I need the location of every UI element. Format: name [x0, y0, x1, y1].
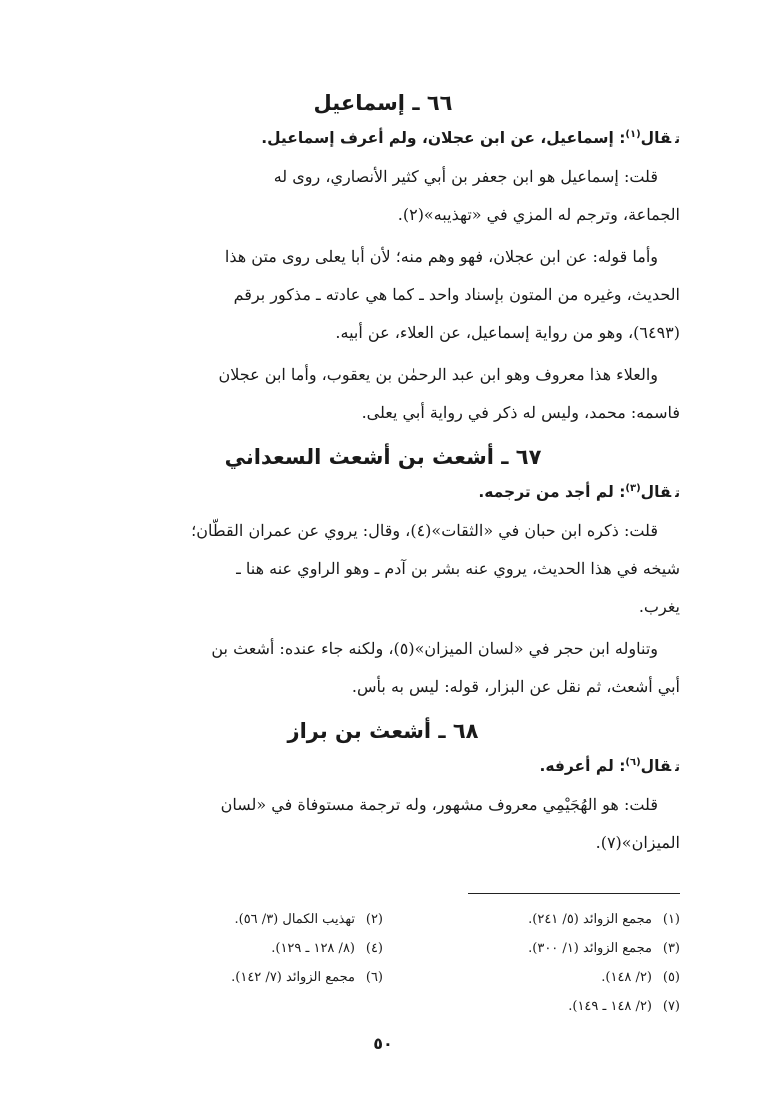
footnote-number: (٦) — [365, 970, 383, 985]
page-number: ٥٠ — [373, 1034, 393, 1053]
footnote-text: مجمع الزوائد (٥/ ٢٤١). — [528, 912, 652, 927]
footnote-ref: (٣) — [625, 482, 641, 494]
qala-mark: ت — [675, 486, 680, 501]
footnote — [383, 963, 680, 992]
paragraph — [86, 158, 680, 234]
qala-line — [86, 478, 680, 508]
qala-text: : إسماعيل، عن ابن عجلان، ولم أعرف إسماعيل. — [261, 129, 626, 147]
footnote — [383, 905, 680, 934]
qala-prefix: قال — [640, 757, 672, 775]
paragraph — [86, 630, 680, 706]
section-heading: ٦٦ ـ إسماعيل — [313, 91, 453, 115]
paragraph-line: يغرب. — [638, 597, 680, 616]
paragraph-line: قلت: ذكره ابن حبان في «الثقات»(٤)، وقال: يروي عن عمران القطّان؛ — [191, 521, 658, 540]
footnote-ref: (٦) — [625, 756, 641, 768]
footnote-text: تهذيب الكمال (٣/ ٥٦). — [234, 912, 355, 927]
qala-prefix: قال — [640, 483, 672, 501]
paragraph — [86, 238, 680, 352]
qala-mark: ت — [675, 760, 680, 775]
footnote-separator — [468, 893, 680, 894]
paragraph-line: وأما قوله: عن ابن عجلان، فهو وهم منه؛ لأن أبا يعلى روى متن هذا — [224, 247, 658, 266]
qala-text: : لم أجد من ترجمه. — [478, 483, 626, 501]
paragraph-line: الميزان»(٧). — [595, 833, 680, 852]
footnote-text: (٨/ ١٢٨ ـ ١٢٩). — [271, 941, 355, 956]
footnote — [86, 963, 383, 992]
paragraph — [86, 512, 680, 626]
qala-line — [86, 124, 680, 154]
footnote-row — [86, 905, 680, 934]
paragraph-line: قلت: إسماعيل هو ابن جعفر بن أبي كثير الأنصاري، روى له — [273, 167, 658, 186]
paragraph-line: وتناوله ابن حجر في «لسان الميزان»(٥)، ولكنه جاء عنده: أشعث بن — [211, 639, 658, 658]
qala-mark: ت — [675, 132, 680, 147]
footnote-text: مجمع الزوائد (٧/ ١٤٢). — [231, 970, 355, 985]
section-heading: ٦٧ ـ أشعث بن أشعث السعداني — [224, 445, 542, 469]
footnote — [86, 905, 383, 934]
paragraph-line: فاسمه: محمد، وليس له ذكر في رواية أبي يعلى. — [361, 403, 680, 422]
footnote-number: (٧) — [662, 999, 680, 1014]
paragraph — [86, 356, 680, 432]
footnote-row — [86, 992, 680, 1021]
footnote-number: (٣) — [662, 941, 680, 956]
footnote-row — [86, 934, 680, 963]
qala-prefix: قال — [640, 129, 672, 147]
footnote-text: (٢/ ١٤٨). — [601, 970, 652, 985]
footnote — [383, 934, 680, 963]
paragraph-line: أبي أشعث، ثم نقل عن البزار، قوله: ليس به بأس. — [351, 677, 680, 696]
qala-text: : لم أعرفه. — [539, 757, 626, 775]
qala-line — [86, 752, 680, 782]
paragraph-line: الحديث، وغيره من المتون بإسناد واحد ـ كما هي عادته ـ مذكور برقم — [233, 285, 680, 304]
footnote — [383, 992, 680, 1021]
paragraph-line: شيخه في هذا الحديث، يروي عنه بشر بن آدم ـ وهو الراوي عنه هنا ـ — [236, 559, 680, 578]
paragraph-line: قلت: هو الهُجَيْمِي معروف مشهور، وله ترجمة مستوفاة في «لسان — [220, 795, 658, 814]
paragraph-line: الجماعة، وترجم له المزي في «تهذيبه»(٢). — [397, 205, 680, 224]
page-body — [86, 88, 680, 862]
footnote-text: (٢/ ١٤٨ ـ ١٤٩). — [568, 999, 652, 1014]
footnote-number: (٢) — [365, 912, 383, 927]
footnote-row — [86, 963, 680, 992]
footnote-text: مجمع الزوائد (١/ ٣٠٠). — [528, 941, 652, 956]
paragraph — [86, 786, 680, 862]
footnotes — [86, 905, 680, 1021]
section-heading: ٦٨ ـ أشعث بن براز — [287, 719, 479, 743]
footnote-number: (٤) — [365, 941, 383, 956]
paragraph-line: (٦٤٩٣)، وهو من رواية إسماعيل، عن العلاء، عن أبيه. — [335, 323, 680, 342]
footnote-ref: (١) — [625, 128, 641, 140]
paragraph-line: والعلاء هذا معروف وهو ابن عبد الرحمٰن بن يعقوب، وأما ابن عجلان — [218, 365, 658, 384]
footnote — [86, 934, 383, 963]
footnote-number: (١) — [662, 912, 680, 927]
footnote-number: (٥) — [662, 970, 680, 985]
